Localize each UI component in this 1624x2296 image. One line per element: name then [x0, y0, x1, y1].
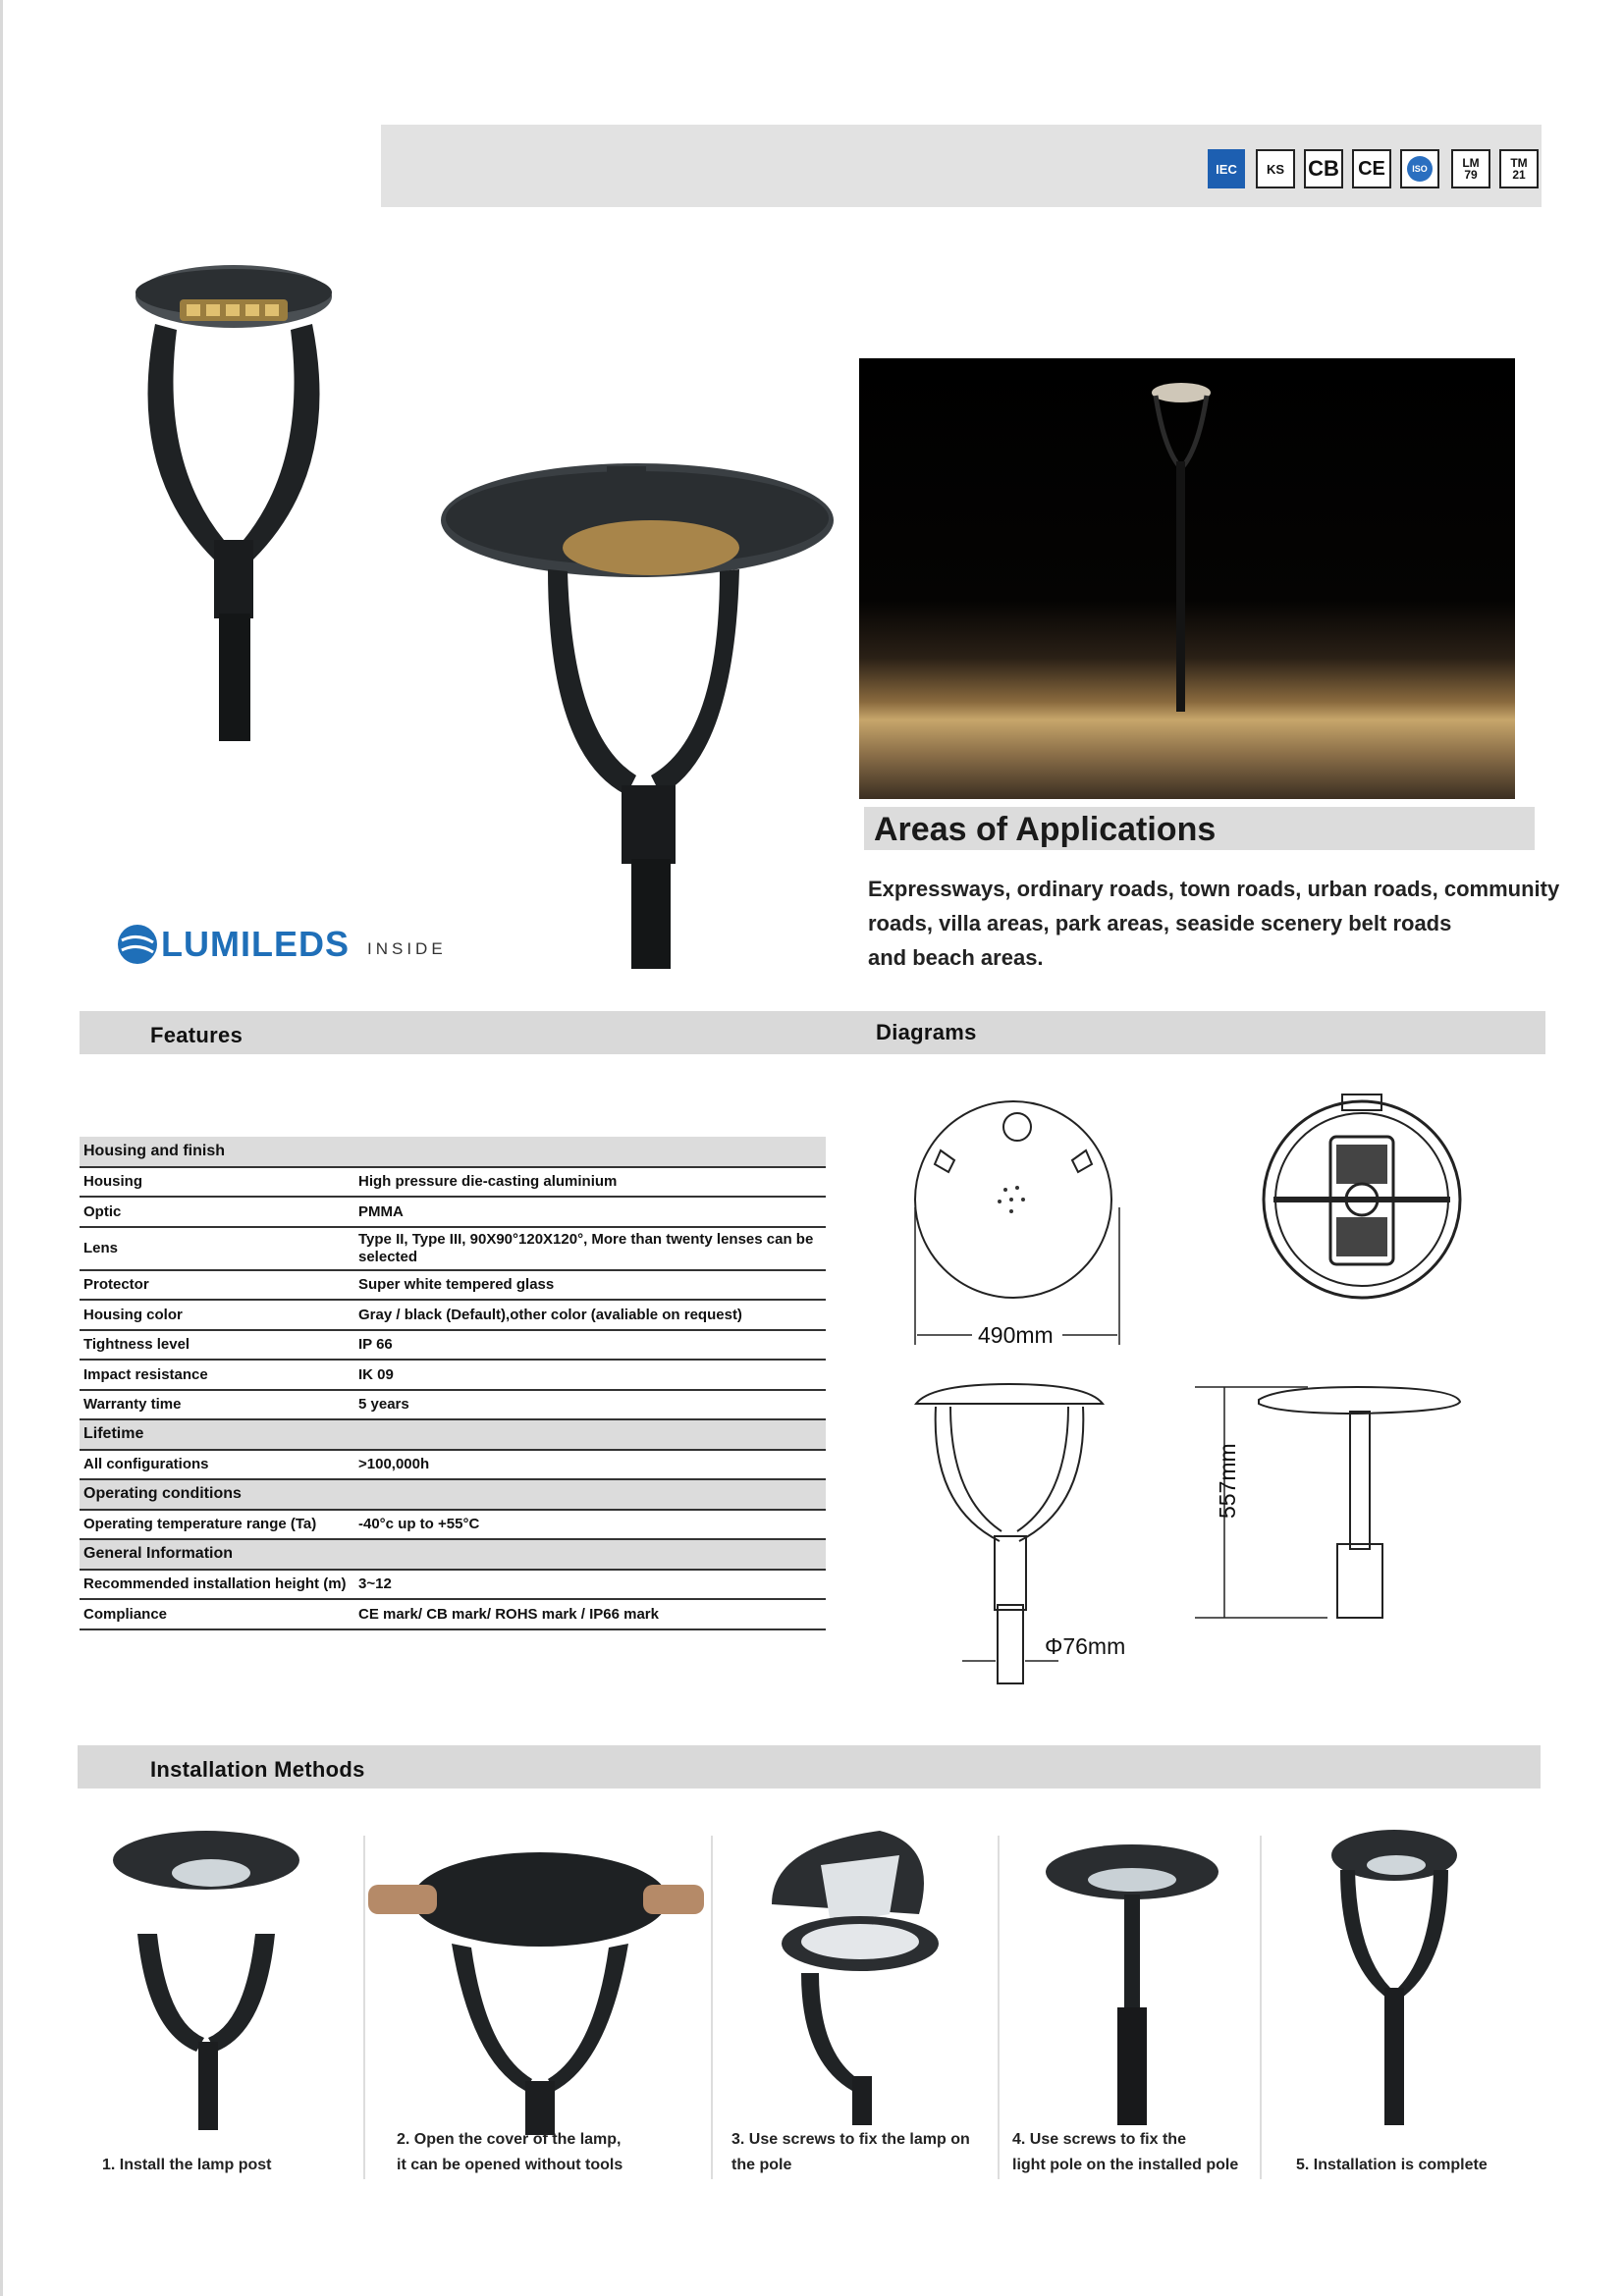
tm21-cert-icon: TM 21 [1499, 149, 1539, 188]
iec-cert-icon: IEC [1208, 149, 1245, 188]
table-row: Recommended installation height (m) 3~12 [80, 1570, 826, 1600]
step-divider [1260, 1836, 1262, 2179]
step3-photo [762, 1826, 958, 2130]
step3-caption: 3. Use screws to fix the lamp on the pole [731, 2131, 970, 2173]
applications-text: Expressways, ordinary roads, town roads, urban roads, community roads, villa areas, park areas, seaside scenery belt roads and beach areas. [868, 877, 1560, 970]
lm79-cert-icon: LM 79 [1451, 149, 1490, 188]
diagrams-heading: Diagrams [876, 1020, 977, 1044]
table-row: Housing color Gray / black (Default),other color (avaliable on request) [80, 1300, 826, 1330]
step5-photo [1326, 1826, 1463, 2130]
table-row: Optic PMMA [80, 1197, 826, 1227]
table-row: Compliance CE mark/ CB mark/ ROHS mark / IP66 mark [80, 1599, 826, 1629]
table-row: All configurations >100,000h [80, 1450, 826, 1480]
step2-photo [363, 1845, 709, 2140]
table-row: Operating temperature range (Ta) -40°c up to +55°C [80, 1510, 826, 1540]
lumileds-logo: LUMILEDS INSIDE [116, 923, 447, 966]
application-night-photo [859, 358, 1515, 799]
step-divider [998, 1836, 1000, 2179]
height-dimension: 557mm [1215, 1443, 1240, 1519]
spec-table [80, 1137, 826, 1630]
step-divider [711, 1836, 713, 2179]
features-diagrams-bar [80, 1011, 1545, 1054]
step1-caption: 1. Install the lamp post [102, 2157, 272, 2173]
table-row: Warranty time 5 years [80, 1390, 826, 1420]
product-photo-angled [440, 461, 835, 972]
pole-diameter-dimension: Φ76mm [1045, 1633, 1126, 1659]
step2-caption: 2. Open the cover of the lamp, it can be opened without tools [397, 2131, 623, 2173]
applications-title: Areas of Applications [864, 807, 1535, 850]
diameter-dimension: 490mm [978, 1322, 1054, 1348]
table-row: Lens Type II, Type III, 90X90°120X120°, More than twenty lenses can be selected [80, 1227, 826, 1270]
table-row: Impact resistance IK 09 [80, 1360, 826, 1390]
step4-photo [1039, 1841, 1225, 2130]
installation-heading: Installation Methods [150, 1757, 365, 1782]
step4-caption: 4. Use screws to fix the light pole on the installed pole [1012, 2131, 1239, 2173]
table-row: Housing High pressure die-casting aluminium [80, 1167, 826, 1198]
step1-photo [108, 1826, 314, 2135]
table-group-row: Lifetime [80, 1419, 826, 1450]
cb-cert-icon: CB [1304, 149, 1343, 188]
bottom-view-diagram [1252, 1090, 1473, 1310]
step5-caption: 5. Installation is complete [1296, 2157, 1488, 2173]
page-left-border [0, 0, 3, 2296]
table-group-row: General Information [80, 1539, 826, 1570]
table-group-row: Operating conditions [80, 1479, 826, 1510]
iso-cert-icon: ISO [1400, 149, 1439, 188]
table-row: Tightness level IP 66 [80, 1330, 826, 1361]
lumileds-globe-icon [116, 923, 159, 966]
ce-cert-icon: CE [1352, 149, 1391, 188]
product-photo-front [67, 245, 401, 746]
top-view-diagram [903, 1090, 1139, 1355]
table-group-row: Housing and finish [80, 1137, 826, 1167]
ks-cert-icon: KS [1256, 149, 1295, 188]
features-heading: Features [150, 1023, 244, 1047]
table-row: Protector Super white tempered glass [80, 1270, 826, 1301]
